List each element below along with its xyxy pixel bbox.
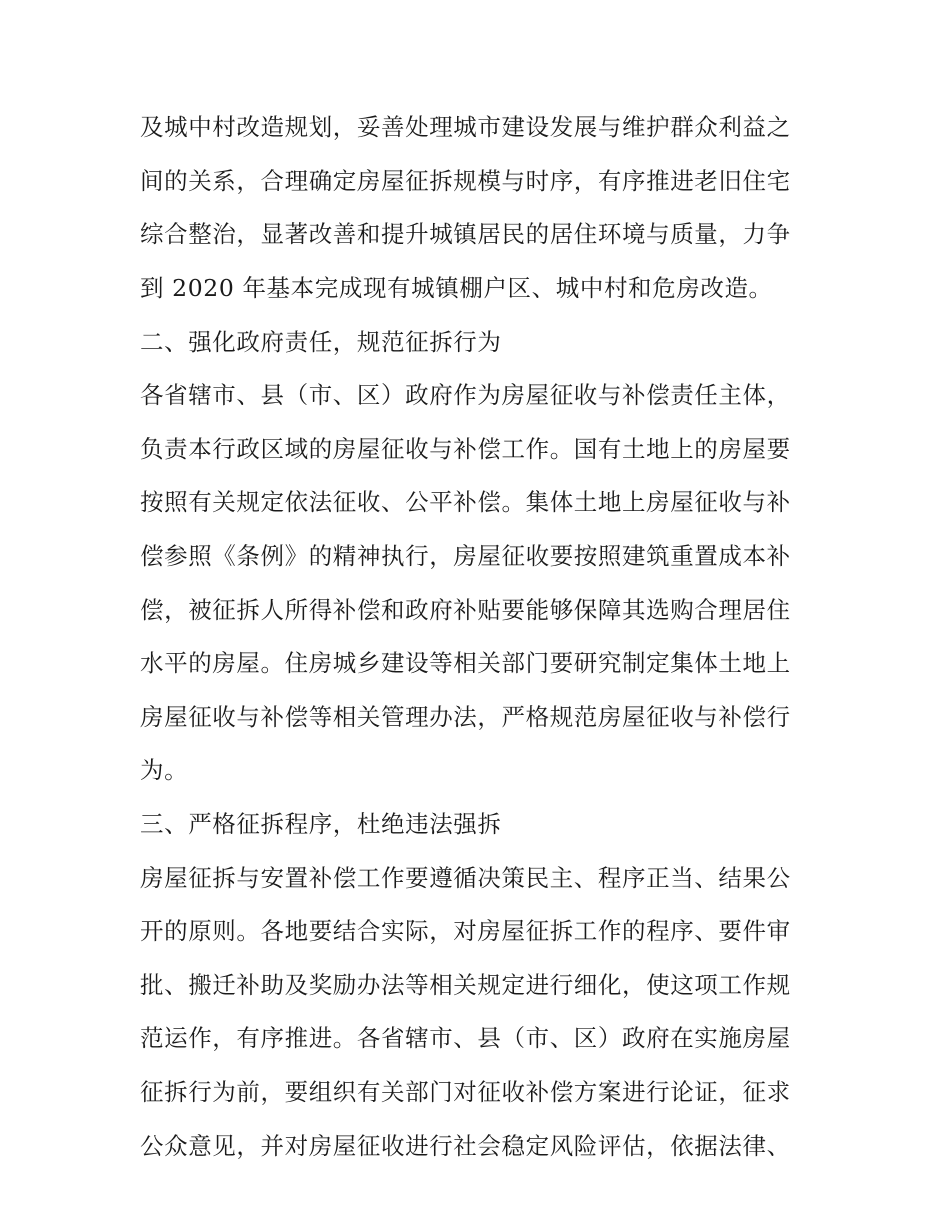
text-line: 各省辖市、县（市、区）政府作为房屋征收与补偿责任主体， [140,381,791,409]
text-line: 综合整治，显著改善和提升城镇居民的居住环境与质量，力争 [140,220,791,248]
text-line: 间的关系，合理确定房屋征拆规模与时序，有序推进老旧住宅 [140,167,791,195]
text-line: 开的原则。各地要结合实际，对房屋征拆工作的程序、要件审 [140,917,791,945]
text-line: 负责本行政区域的房屋征收与补偿工作。国有土地上的房屋要 [140,435,791,463]
text-line: 征拆行为前，要组织有关部门对征收补偿方案进行论证，征求 [140,1078,791,1106]
text-line: 为。 [140,756,189,784]
text-line: 水平的房屋。住房城乡建设等相关部门要研究制定集体土地上 [140,649,791,677]
text-line: 偿，被征拆人所得补偿和政府补贴要能够保障其选购合理居住 [140,596,791,624]
text-line: 批、搬迁补助及奖励办法等相关规定进行细化，使这项工作规 [140,971,791,999]
text-line: 房屋征收与补偿等相关管理办法，严格规范房屋征收与补偿行 [140,703,791,731]
section-heading: 三、严格征拆程序，杜绝违法强拆 [140,810,502,838]
text-line: 范运作，有序推进。各省辖市、县（市、区）政府在实施房屋 [140,1024,791,1052]
text-line: 公众意见，并对房屋征收进行社会稳定风险评估，依据法律、 [140,1132,791,1160]
text-line: 房屋征拆与安置补偿工作要遵循决策民主、程序正当、结果公 [140,864,791,892]
section-heading: 二、强化政府责任，规范征拆行为 [140,328,502,356]
text-line: 按照有关规定依法征收、公平补偿。集体土地上房屋征收与补 [140,488,791,516]
text-line: 及城中村改造规划，妥善处理城市建设发展与维护群众利益之 [140,113,791,141]
text-line: 到 2020 年基本完成现有城镇棚户区、城中村和危房改造。 [140,274,773,302]
text-line: 偿参照《条例》的精神执行，房屋征收要按照建筑重置成本补 [140,542,791,570]
